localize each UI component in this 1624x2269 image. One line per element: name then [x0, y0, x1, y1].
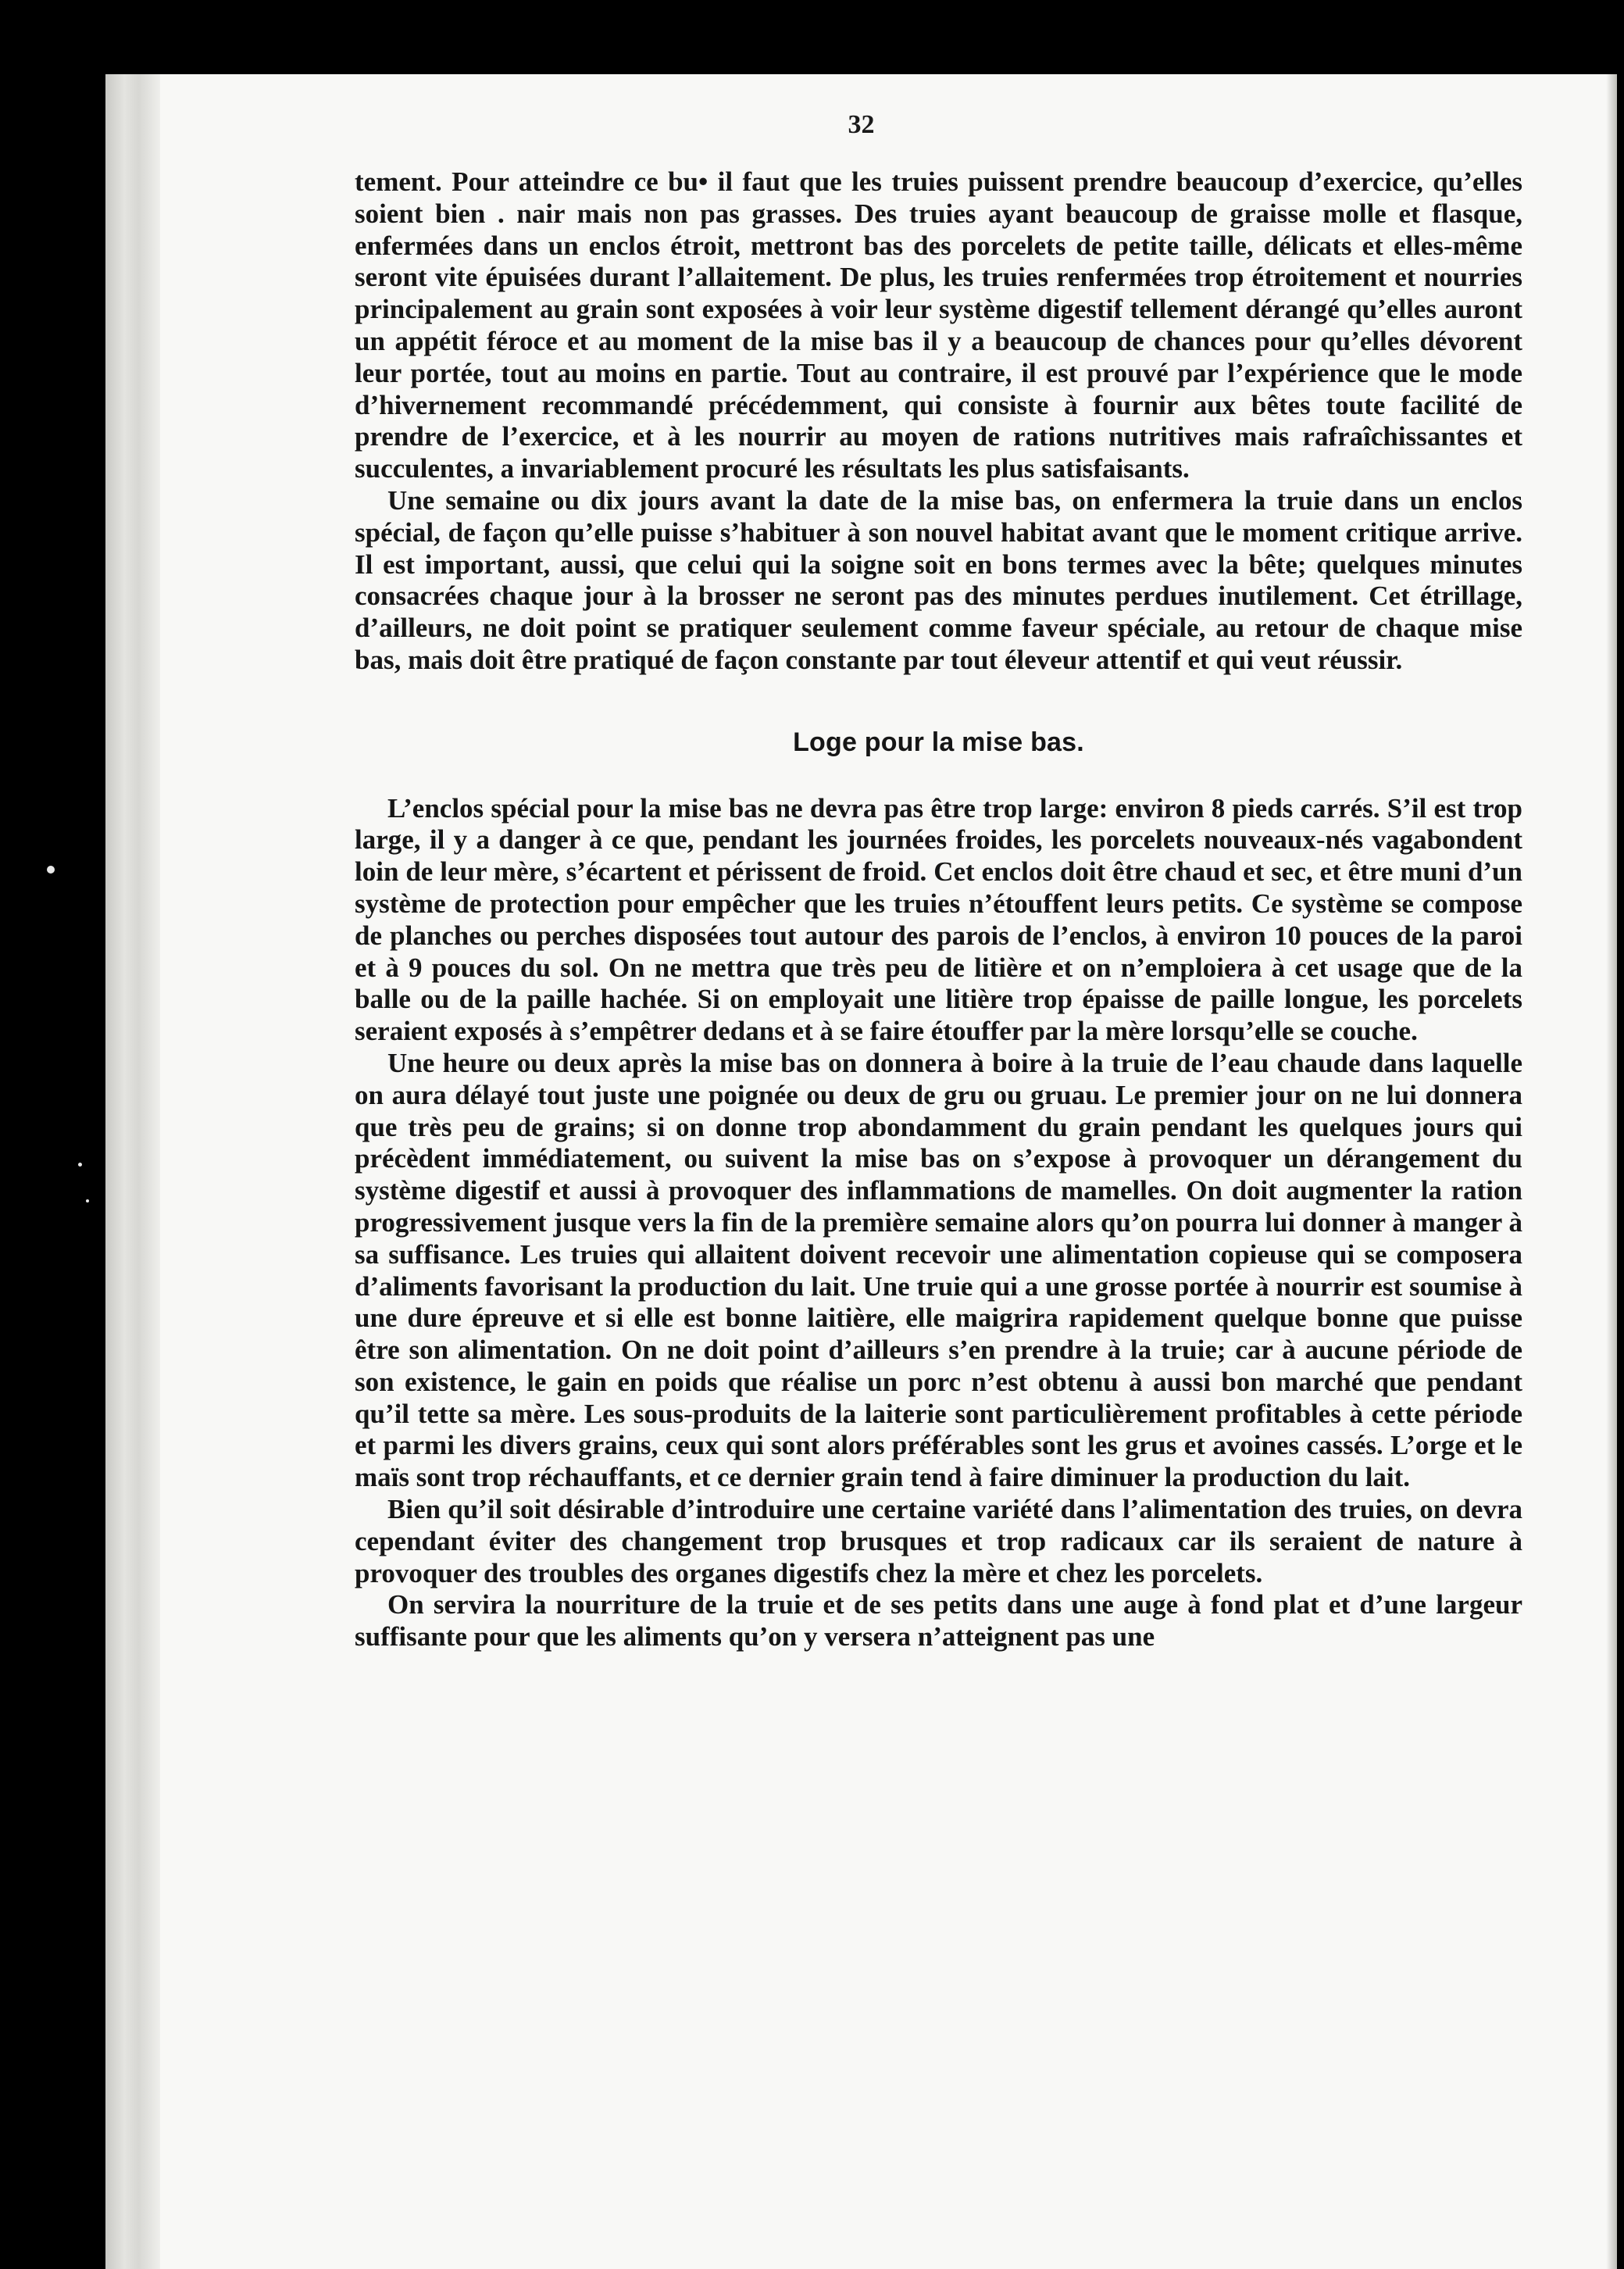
- scanned-page: [105, 74, 1617, 2269]
- scan-speck: [78, 1163, 82, 1167]
- scan-speck: [86, 1199, 89, 1202]
- paragraph: Une semaine ou dix jours avant la date de la mise bas, on enfermera la truie dans un enclos spécial, de façon qu’elle puisse s’habituer à son nouvel habitat avant que le moment critique arrive. Il est important, aussi, que celui qui la soigne soit en bons termes avec la bête; quelques minutes consacrées chaque jour à la brosser ne seront pas des minutes perdues inutilement. Cet étrillage, d’ailleurs, ne doit point se pratiquer seulement comme faveur spéciale, au retour de chaque mise bas, mais doit être pratiqué de façon constante par tout éleveur attentif et qui veut réussir.: [355, 484, 1522, 675]
- body-text: [355, 166, 1522, 1653]
- section-heading: Loge pour la mise bas.: [793, 727, 1084, 757]
- binding-gutter: [105, 74, 160, 2269]
- paragraph: On servira la nourriture de la truie et de ses petits dans une auge à fond plat et d’une largeur suffisante pour que les aliments qu’on y versera n’atteignent pas une: [355, 1589, 1522, 1653]
- paragraph-continuation: tement. Pour atteindre ce bu• il faut que les truies puissent prendre beaucoup d’exercice, qu’elles soient bien . nair mais non pas grasses. Des truies ayant beaucoup de graisse molle et flasque, enfermées dans un enclos étroit, mettront bas des porcelets de petite taille, délicats et elles-même seront vite épuisées durant l’allaitement. De plus, les truies renfermées trop étroitement et nourries principalement au grain sont exposées à voir leur système digestif tellement dérangé qu’elles auront un appétit féroce et au moment de la mise bas il y a beaucoup de chances pour qu’elles dévorent leur portée, tout au moins en partie. Tout au contraire, il est prouvé par l’expérience que le mode d’hivernement recommandé précédemment, qui consiste à fournir aux bêtes toute facilité de prendre de l’exercice, et à les nourrir au moyen de rations nutritives mais rafraîchissantes et succulentes, a invariablement procuré les résultats les plus satisfaisants.: [355, 166, 1522, 484]
- page-number: 32: [848, 110, 875, 139]
- page-edge-shadow: [1606, 74, 1617, 2269]
- scan-speck: [47, 866, 55, 874]
- paragraph: L’enclos spécial pour la mise bas ne devra pas être trop large: environ 8 pieds carrés. S’il est trop large, il y a danger à ce que, pendant les journées froides, les porcelets nouveaux-nés vagabondent loin de leur mère, s’écartent et périssent de froid. Cet enclos doit être chaud et sec, et être muni d’un système de protection pour empêcher que les truies n’étouffent leurs petits. Ce système se compose de planches ou perches disposées tout autour des parois de l’enclos, à environ 10 pouces de la paroi et à 9 pouces du sol. On ne mettra que très peu de litière et on n’emploiera à cet usage que de la balle ou de la paille hachée. Si on employait une litière trop épaisse de paille longue, les porcelets seraient exposés à s’empêtrer dedans et à se faire étouffer par la mère lorsqu’elle se couche.: [355, 792, 1522, 1047]
- paragraph: Bien qu’il soit désirable d’introduire une certaine variété dans l’alimentation des truies, on devra cependant éviter des changement trop brusques et trop radicaux car ils seraient de nature à provoquer des troubles des organes digestifs chez la mère et chez les porcelets.: [355, 1494, 1522, 1588]
- paragraph: Une heure ou deux après la mise bas on donnera à boire à la truie de l’eau chaude dans laquelle on aura délayé tout juste une poignée ou deux de gru ou gruau. Le premier jour on ne lui donnera que très peu de grains; si on donne trop abondamment du grain pendant les quelques jours qui précèdent immédiatement, ou suivent la mise bas on s’expose à provoquer un dérangement du système digestif et aussi à provoquer des inflammations de mamelles. On doit augmenter la ration progressivement jusque vers la fin de la première semaine alors qu’on pourra lui donner à manger à sa suffisance. Les truies qui allaitent doivent recevoir une alimentation copieuse qui se composera d’aliments favorisant la production du lait. Une truie qui a une grosse portée à nourrir est soumise à une dure épreuve et si elle est bonne laitière, elle maigrira rapidement quelque bonne que puisse être son alimentation. On ne doit point d’ailleurs s’en prendre à la truie; car à aucune période de son existence, le gain en poids que réalise un porc n’est obtenu à aussi bon marché que pendant qu’il tette sa mère. Les sous-produits de la laiterie sont particulièrement profitables à cette période et parmi les divers grains, ceux qui sont alors préférables sont les grus et avoines cassés. L’orge et le maïs sont trop réchauffants, et ce dernier grain tend à faire diminuer la production du lait.: [355, 1047, 1522, 1493]
